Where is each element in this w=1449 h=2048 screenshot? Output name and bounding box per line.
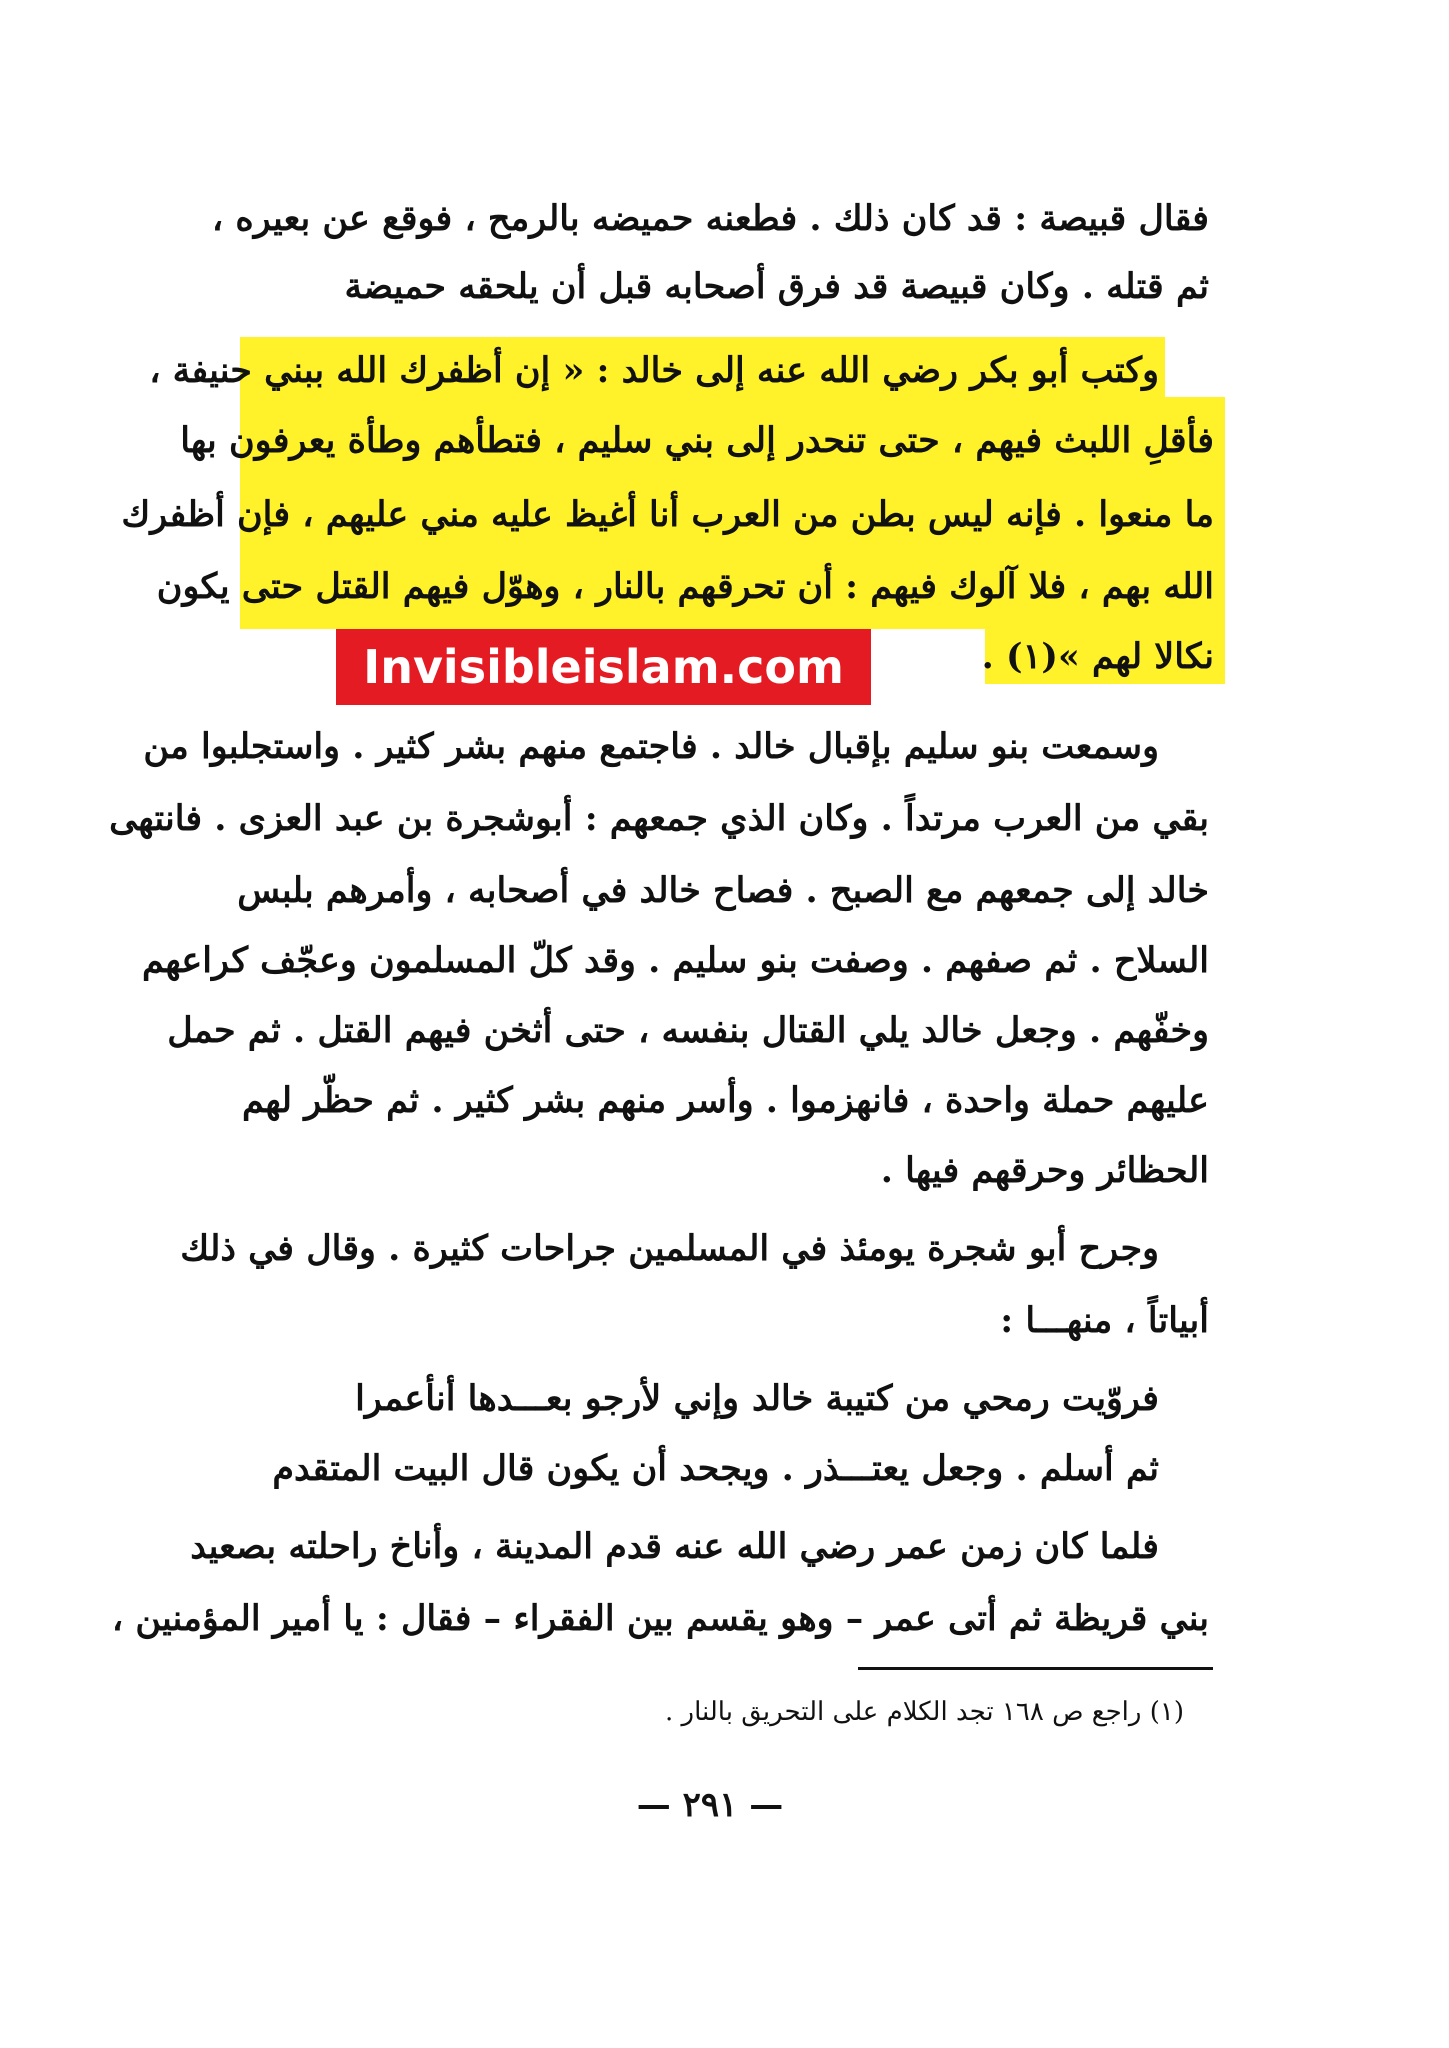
page-number: — ٢٩١ — [636,1785,784,1825]
text-line: وجرح أبو شجرة يومئذ في المسلمين جراحات كثيرة . وقال في ذلك [180,1228,1159,1269]
poem-verse-left: وإني لأرجو بعـــدها أنأعمرا [355,1378,739,1419]
text-line: خالد إلى جمعهم مع الصبح . فصاح خالد في أصحابه ، وأمرهم بلبس [237,870,1209,911]
text-line: فقال قبيصة : قد كان ذلك . فطعنه حميضه بالرمح ، فوقع عن بعيره ، [211,198,1209,239]
text-line: عليهم حملة واحدة ، فانهزموا . وأسر منهم بشر كثير . ثم حظّر لهم [241,1080,1209,1121]
text-line: ثم أسلم . وجعل يعتـــذر . ويجحد أن يكون قال البيت المتقدم [272,1448,1159,1489]
text-line: وكتب أبو بكر رضي الله عنه إلى خالد : « إن أظفرك الله ببني حنيفة ، [149,350,1159,391]
text-line: ما منعوا . فإنه ليس بطن من العرب أنا أغيظ عليه مني عليهم ، فإن أظفرك [121,494,1214,535]
footnote: (١) راجع ص ١٦٨ تجد الكلام على التحريق بالنار . [665,1697,1184,1727]
text-line: بني قريظة ثم أتى عمر – وهو يقسم بين الفقراء – فقال : يا أمير المؤمنين ، [111,1598,1209,1639]
poem-verse-right: فروّيت رمحي من كتيبة خالد [751,1378,1159,1419]
text-line: فلما كان زمن عمر رضي الله عنه قدم المدينة ، وأناخ راحلته بصعيد [190,1526,1159,1567]
footnote-divider [858,1667,1213,1670]
text-line: وخفّهم . وجعل خالد يلي القتال بنفسه ، حتى أثخن فيهم القتل . ثم حمل [167,1010,1209,1051]
text-line: أبياتاً ، منهـــا : [1000,1300,1209,1341]
text-line: نكالا لهم »(١) . [981,636,1214,677]
text-line: بقي من العرب مرتداً . وكان الذي جمعهم : أبوشجرة بن عبد العزى . فانتهى [109,798,1209,839]
text-line: الحظائر وحرقهم فيها . [880,1150,1209,1191]
text-line: السلاح . ثم صفهم . وصفت بنو سليم . وقد كلّ المسلمون وعجّف كراعهم [141,940,1209,981]
text-line: فأقلِ اللبث فيهم ، حتى تنحدر إلى بني سليم ، فتطأهم وطأة يعرفون بها [180,420,1214,461]
watermark-banner: Invisibleislam.com [336,629,871,705]
text-line: ثم قتله . وكان قبيصة قد فرق أصحابه قبل أن يلحقه حميضة [344,266,1209,307]
text-line: الله بهم ، فلا آلوك فيهم : أن تحرقهم بالنار ، وهوّل فيهم القتل حتى يكون [156,566,1214,607]
text-line: وسمعت بنو سليم بإقبال خالد . فاجتمع منهم بشر كثير . واستجلبوا من [143,726,1159,767]
